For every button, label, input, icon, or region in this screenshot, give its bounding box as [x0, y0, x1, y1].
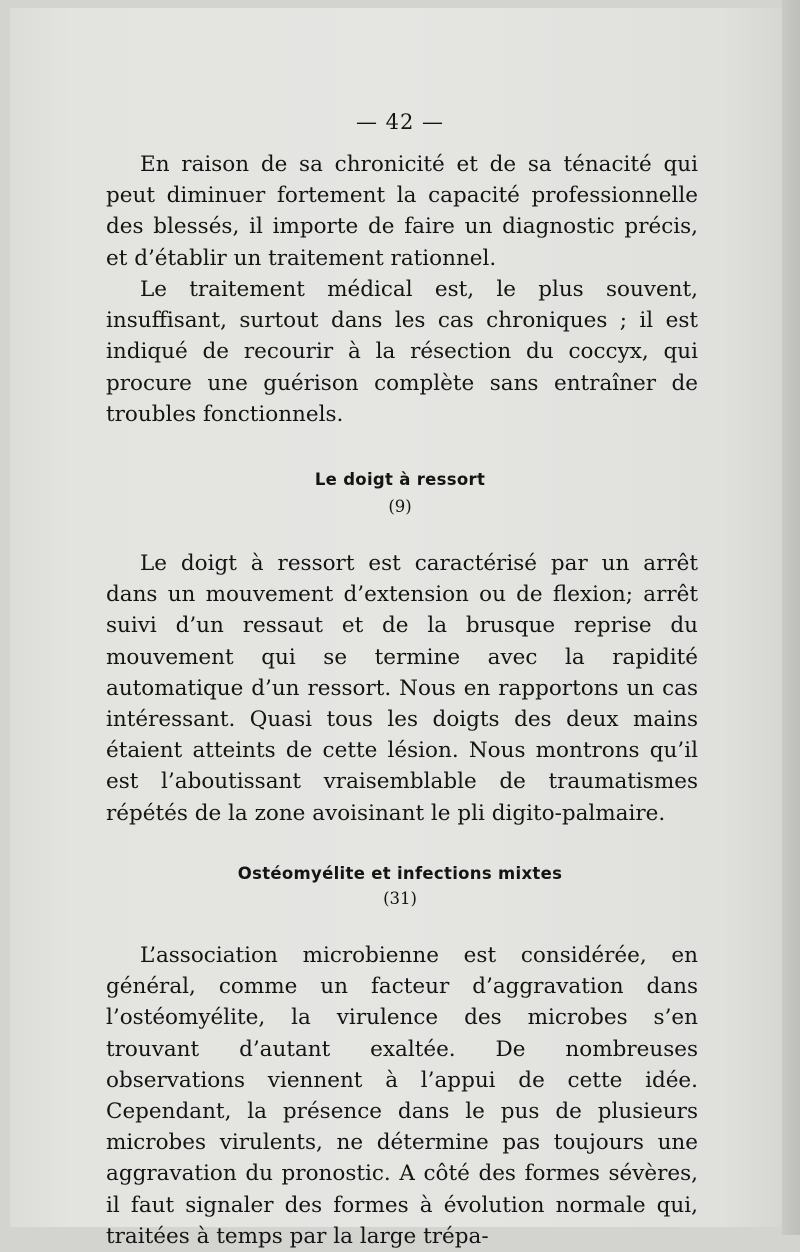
section-title-osteomyelite: Ostéomyélite et infections mixtes — [237, 864, 563, 883]
section1-paragraph: Le doigt à ressort est caractérisé par un arrêt dans un mouvement d’extension ou de flexion; arrêt suivi d’un ressaut et de la brusque reprise du mouvement qui se termine avec la rapidité automatique d’un ressort. Nous en rapportons un cas intéressant. Quasi tous les doigts des deux mains étaient atteints de cette lésion. Nous montrons qu’il est l’aboutissant vraisemblable de traumatismes répétés de la zone avoisinant le pli digito-palmaire. — [106, 551, 698, 826]
intro-paragraph-1: En raison de sa chronicité et de sa ténacité qui peut diminuer fortement la capacité professionnelle des blessés, il importe de faire un diagnostic précis, et d’établir un traitement rationnel. — [106, 152, 698, 271]
intro-paragraph-2: Le traitement médical est, le plus souvent, insuffisant, surtout dans les cas chroniques ; il est indiqué de recourir à la résection du coccyx, qui procure une guérison complète sans entraîner de troubles fonctionnels. — [106, 277, 698, 427]
page-edge — [782, 0, 800, 1235]
section-title-doigt-a-ressort: Le doigt à ressort — [314, 470, 486, 489]
section2-paragraph: L’association microbienne est considérée, en général, comme un facteur d’aggravation dans l’ostéomyélite, la virulence des microbes s’en trouvant d’autant exaltée. De nombreuses observations viennent à l’appui de cette idée. Cependant, la présence dans le pus de plusieurs microbes virulents, ne détermine pas toujours une aggravation du pronostic. A côté des formes sévères, il faut signaler des formes à évolution normale qui, traitées à temps par la large trépa- — [106, 943, 698, 1249]
section-ref-31: (31) — [383, 889, 417, 908]
section-ref-9: (9) — [388, 497, 412, 516]
page-number: — 42 — — [355, 110, 445, 134]
